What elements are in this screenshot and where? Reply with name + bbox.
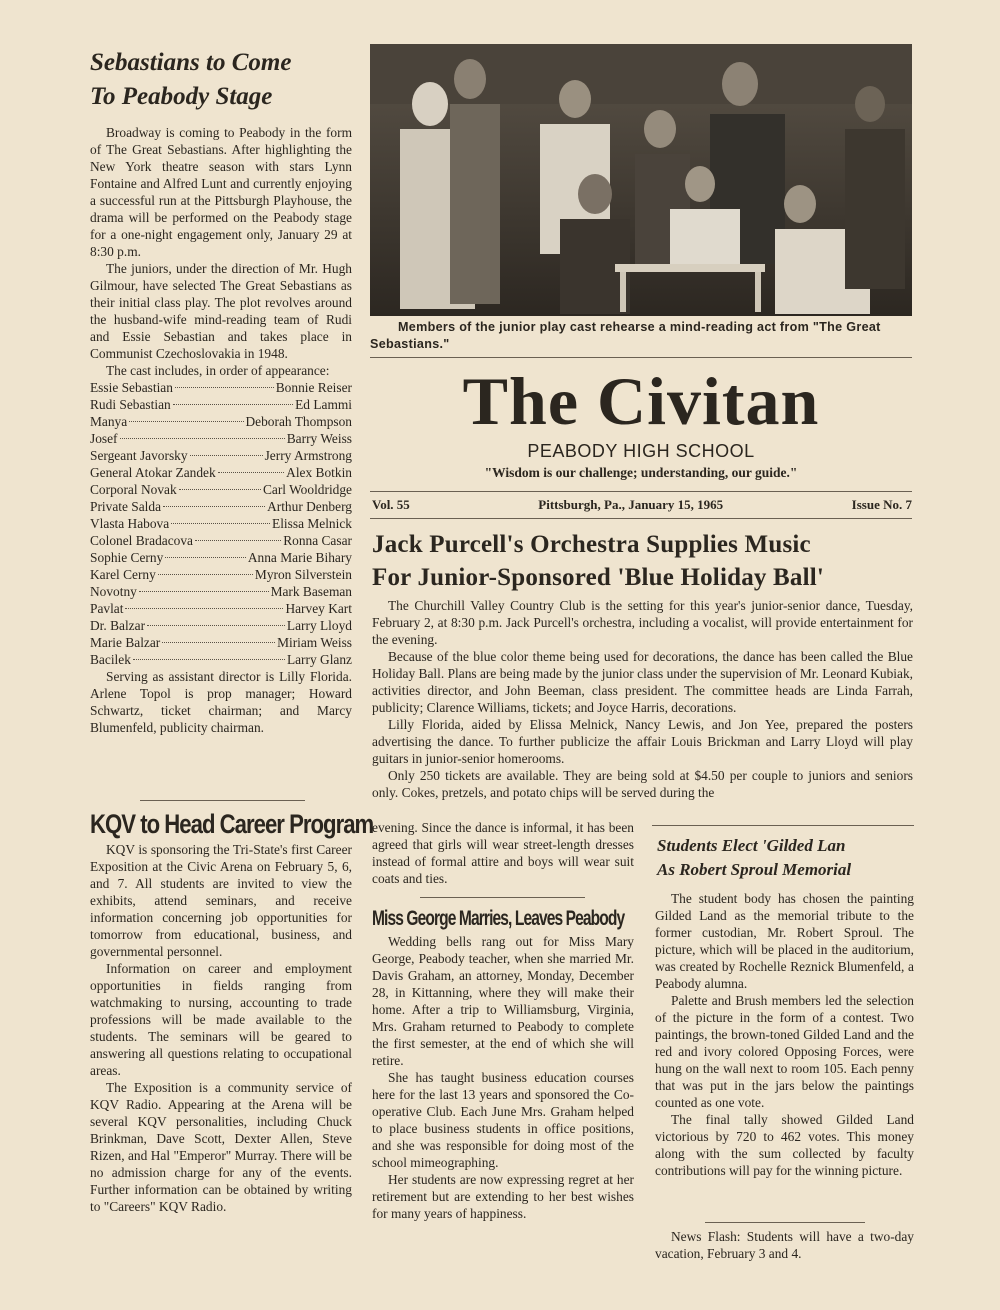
sebastians-headline-line2: To Peabody Stage [90, 83, 273, 110]
cast-actor: Ronna Casar [283, 533, 352, 548]
cast-entry [90, 634, 352, 651]
ball-article-continued [372, 819, 634, 887]
dateline [372, 497, 912, 513]
leader-dots [173, 404, 293, 405]
leader-dots [129, 421, 243, 422]
cast-role: Rudi Sebastian [90, 397, 171, 412]
sebastians-paragraph: The cast includes, in order of appearance: [106, 363, 330, 378]
photo-image [370, 44, 912, 316]
leader-dots [175, 387, 274, 388]
cast-role: Pavlat [90, 601, 124, 616]
sebastians-paragraph: The juniors, under the direction of Mr. Hugh Gilmour, have selected The Great Sebastians as their initial class play. The plot revolves around the husband-wife mind-reading team of Rudi and Essie Sebastian and takes place in Communist Czechoslovakia in 1948. [90, 261, 352, 361]
cast-entry [90, 396, 352, 413]
kqv-headline: KQV to Head Career Program [90, 809, 374, 839]
cast-actor: Arthur Denberg [267, 499, 352, 514]
george-article [372, 907, 634, 1222]
ball-headline-line1: Jack Purcell's Orchestra Supplies Music [372, 531, 811, 558]
ball-article [372, 597, 913, 801]
leader-dots [120, 438, 285, 439]
column-divider [652, 825, 914, 826]
cast-actor: Alex Botkin [286, 465, 352, 480]
cast-actor: Barry Weiss [286, 431, 352, 446]
sebastians-paragraph: Serving as assistant director is Lilly Florida. Arlene Topol is prop manager; Howard Schwartz, ticket chairman; and Marcy Blumenfeld, publicity chairman. [90, 669, 352, 735]
cast-entry [90, 549, 352, 566]
place-date: Pittsburgh, Pa., January 15, 1965 [538, 497, 724, 512]
column-divider [140, 800, 305, 801]
cast-actor: Harvey Kart [285, 601, 352, 616]
cast-entry [90, 447, 352, 464]
cast-role: Manya [90, 414, 128, 429]
cast-actor: Jerry Armstrong [264, 448, 352, 463]
column-divider [705, 1222, 865, 1223]
leader-dots [195, 540, 281, 541]
cast-entry [90, 566, 352, 583]
cast-entry [90, 515, 352, 532]
cast-role: Essie Sebastian [90, 380, 173, 395]
cast-entry [90, 464, 352, 481]
cast-actor: Bonnie Reiser [275, 380, 352, 395]
george-headline: Miss George Marries, Leaves Peabody [372, 907, 625, 930]
ball-paragraph: Lilly Florida, aided by Elissa Melnick, Nancy Lewis, and Jon Yee, prepared the posters advertising the dance. To further publicize the affair Louis Brickman and Larry Lloyd will play guitars in junior-senior homerooms. [372, 717, 913, 766]
cast-actor: Miriam Weiss [277, 635, 352, 650]
cast-role: General Atokar Zandek [90, 465, 216, 480]
cast-role: Bacilek [90, 652, 131, 667]
gilded-headline-line1: Students Elect 'Gilded Lan [657, 836, 846, 855]
cast-list [90, 379, 352, 668]
cast-role: Novotny [90, 584, 137, 599]
cast-entry [90, 617, 352, 634]
leader-dots [165, 557, 246, 558]
ball-paragraph: The Churchill Valley Country Club is the setting for this year's junior-senior dance, Tuesday, February 2, at 8:30 p.m. Jack Purcell's orchestra, including a vocalist, will provide entertainment for the evening. [372, 598, 913, 647]
leader-dots [171, 523, 270, 524]
sebastians-headline [90, 46, 352, 114]
kqv-paragraph: Information on career and employment opportunities in fields ranging from watchmaking to nursing, accounting to trade professions will be made available to the students. The seminars will be geared to answering all questions relating to occupational areas. [90, 961, 352, 1078]
cast-actor: Larry Glanz [286, 652, 352, 667]
news-flash-text: News Flash: Students will have a two-day vacation, February 3 and 4. [655, 1229, 914, 1261]
leader-dots [158, 574, 253, 575]
news-flash [655, 1228, 914, 1262]
cast-actor: Larry Lloyd [286, 618, 352, 633]
cast-actor: Anna Marie Bihary [247, 550, 352, 565]
cast-entry [90, 430, 352, 447]
cast-role: Marie Balzar [90, 635, 161, 650]
cast-role: Sophie Cerny [90, 550, 164, 565]
gilded-paragraph: Palette and Brush members led the selection of the picture in the form of a contest. Two paintings, the brown-toned Gilded Land and the red and ivory colored Opposing Forces, were hung on the wall next to room 105. Each penny that was put in the jars below the paintings counted as one vote. [655, 993, 914, 1110]
sebastians-article [90, 46, 352, 736]
cast-role: Sergeant Javorsky [90, 448, 188, 463]
school-name: PEABODY HIGH SCHOOL [527, 441, 755, 461]
leader-dots [162, 642, 275, 643]
volume-number: Vol. 55 [372, 497, 410, 512]
column-divider [420, 897, 585, 898]
masthead [370, 362, 912, 482]
ball-paragraph-continued: evening. Since the dance is informal, it has been agreed that girls will wear street-length dresses instead of formal attire and boys will wear suit coats and ties. [372, 820, 634, 886]
cast-role: Private Salda [90, 499, 162, 514]
ball-paragraph: Only 250 tickets are available. They are being sold at $4.50 per couple to juniors and seniors only. Cokes, pretzels, and potato chips will be served during the [372, 768, 913, 800]
leader-dots [179, 489, 261, 490]
cast-actor: Deborah Thompson [245, 414, 352, 429]
gilded-headline [655, 834, 914, 882]
caption-rule [370, 357, 912, 358]
cast-actor: Elissa Melnick [272, 516, 352, 531]
dateline-top-rule [370, 491, 912, 492]
cast-entry [90, 481, 352, 498]
cast-entry [90, 379, 352, 396]
leader-dots [125, 608, 283, 609]
cast-actor: Ed Lammi [295, 397, 352, 412]
leader-dots [133, 659, 285, 660]
cast-actor: Mark Baseman [270, 584, 352, 599]
gilded-paragraph: The student body has chosen the painting Gilded Land as the memorial tribute to the former custodian, Mr. Robert Sproul. The picture, which will be placed in the auditorium, was created by Rochelle Reznick Blumenfeld, a Peabody alumna. [655, 891, 914, 991]
cast-actor: Myron Silverstein [254, 567, 352, 582]
kqv-paragraph: KQV is sponsoring the Tri-State's first Career Exposition at the Civic Arena on February 5, 6, and 7. All students are invited to view the exhibits, attend seminars, and receive information concerning job opportunities for tomorrow from educational, business, and governmental personnel. [90, 842, 352, 959]
cast-entry [90, 532, 352, 549]
george-paragraph: Wedding bells rang out for Miss Mary George, Peabody teacher, when she married Mr. Davis Graham, an attorney, Monday, December 28, in Kittanning, where they will make their home. After a trip to Williamsburg, Virginia, Mrs. Graham returned to Peabody to complete the first semester, at the end of which she will retire. [372, 934, 634, 1068]
gilded-article [655, 834, 914, 1179]
dateline-bottom-rule [370, 518, 912, 519]
cast-entry [90, 651, 352, 668]
ball-paragraph: Because of the blue color theme being used for decorations, the dance has been called the Blue Holiday Ball. Plans are being made by the junior class under the supervision of Mr. Leonard Kubiak, activities director, and John Beeman, class president. The committee heads are Linda Farrah, publicity; Clarence Williams, tickets; and Joyce Harris, decorations. [372, 649, 913, 715]
leader-dots [163, 506, 265, 507]
issue-number: Issue No. 7 [851, 497, 912, 512]
kqv-paragraph: The Exposition is a community service of KQV Radio. Appearing at the Arena will be several KQV personalities, including Chuck Brinkman, Dave Scott, Dexter Allen, Steve Rizen, and Hal "Emperor" Murray. There will be no admission charge for any of the events. Further information can be obtained by writing to "Careers" KQV Radio. [90, 1080, 352, 1214]
cast-role: Vlasta Habova [90, 516, 170, 531]
photo-caption [370, 319, 912, 353]
gilded-paragraph: The final tally showed Gilded Land victorious by 720 to 462 votes. This money along with the sum collected by faculty contributions will pay for the winning picture. [655, 1112, 914, 1178]
motto: "Wisdom is our challenge; understanding, our guide." [484, 465, 798, 480]
cast-entry [90, 583, 352, 600]
cast-role: Karel Cerny [90, 567, 156, 582]
cast-actor: Carl Wooldridge [262, 482, 352, 497]
gilded-headline-line2: As Robert Sproul Memorial [657, 860, 852, 879]
cast-role: Colonel Bradacova [90, 533, 193, 548]
cast-role: Corporal Novak [90, 482, 177, 497]
cast-role: Dr. Balzar [90, 618, 146, 633]
george-paragraph: She has taught business education courses here for the last 13 years and sponsored the Co-operative Club. Each June Mrs. Graham helped to place business students in office positions, and she was responsible for doing most of the school mimeographing. [372, 1070, 634, 1170]
photo-caption-text: Members of the junior play cast rehearse a mind-reading act from "The Great Sebastians." [370, 320, 881, 351]
cast-entry [90, 600, 352, 617]
ball-headline-line2: For Junior-Sponsored 'Blue Holiday Ball' [372, 564, 825, 591]
sebastians-headline-line1: Sebastians to Come [90, 49, 292, 76]
play-rehearsal-photo [370, 44, 912, 316]
cast-role: Josef [90, 431, 118, 446]
leader-dots [139, 591, 269, 592]
cast-entry [90, 498, 352, 515]
leader-dots [190, 455, 263, 456]
leader-dots [218, 472, 284, 473]
sebastians-paragraph: Broadway is coming to Peabody in the form of The Great Sebastians. After highlighting the New York theatre season with stars Lynn Fontaine and Alfred Lunt and currently enjoying a successful run at the Pittsburgh Playhouse, the drama will be performed on the Peabody stage for a one-night engagement only, January 29 at 8:30 p.m. [90, 125, 352, 259]
george-paragraph: Her students are now expressing regret at her retirement but are extending to her best wishes for many years of happiness. [372, 1172, 634, 1221]
cast-entry [90, 413, 352, 430]
leader-dots [147, 625, 285, 626]
newspaper-title: The Civitan [462, 363, 820, 439]
kqv-article [90, 809, 374, 1215]
ball-headline [372, 528, 912, 594]
